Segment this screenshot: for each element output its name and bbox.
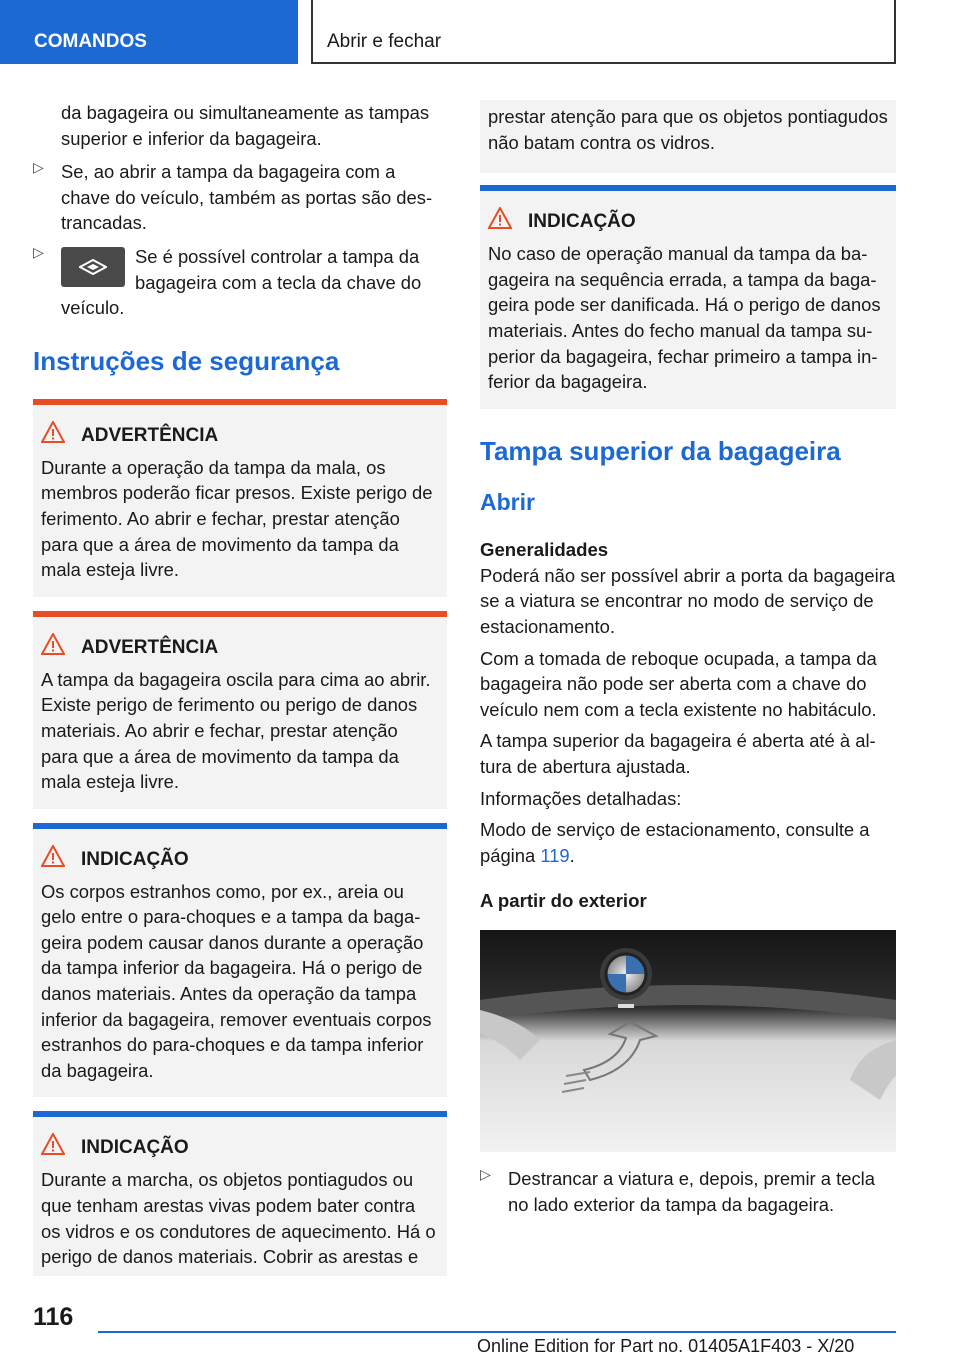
left-column — [33, 100, 447, 1276]
warning-triangle-icon — [488, 207, 514, 237]
note-title — [41, 845, 439, 875]
section-heading: Instruções de segurança — [33, 345, 340, 376]
paragraph — [480, 817, 896, 868]
warning-text: A tampa da bagageira oscila para cima ao abrir. Existe perigo de ferimento ou perigo de danos materiais. Ao abrir e fechar, prestar atenção para que a área de movimento da tampa da mala esteja livre. — [41, 668, 431, 793]
note-title — [41, 1133, 439, 1163]
list-item-text: Se é possível controlar a tampa da bagageira com a tecla da chave do veículo. — [61, 245, 422, 319]
triangle-bullet-icon: ▷ — [33, 159, 44, 176]
note-title-text: INDICAÇÃO — [81, 1137, 189, 1159]
list-item-text: Destrancar a viatura e, depois, premir a tecla no lado exterior da tampa da bagageira. — [508, 1168, 875, 1215]
warning-box — [33, 399, 447, 597]
warning-title — [41, 633, 439, 663]
page-number: 116 — [33, 1303, 74, 1331]
paragraph: Com a tomada de reboque ocupada, a tampa da bagageira não pode ser aberta com a chave do veículo nem com a tecla existente no habitáculo. — [480, 647, 877, 720]
warning-box — [33, 611, 447, 809]
note-box — [33, 823, 447, 1098]
note-title — [488, 207, 888, 237]
note-text: No caso de operação manual da tampa da bagageira na sequência errada, a tampa da bagageira pode ser danificada. Há o perigo de danos materiais. Antes do fecho manual da tampa superior da bagageira, fechar primeiro a tampa inferior da bagageira. — [488, 243, 881, 393]
paragraph: A tampa superior da bagageira é aberta até à altura de abertura ajustada. — [480, 730, 876, 777]
note-box — [33, 1111, 447, 1275]
note-text: prestar atenção para que os objetos pontiagudos não batam contra os vidros. — [488, 106, 888, 153]
note-text: Durante a marcha, os objetos pontiagudos ou que tenham arestas vivas podem bater contra os vidros e os condutores de aquecimento. Há o perigo de danos materiais. Cobrir as arestas e — [41, 1169, 436, 1268]
continued-text: da bagageira ou simultaneamente as tampas superior e inferior da bagageira. — [61, 102, 430, 149]
section-tab: COMANDOS — [0, 0, 298, 64]
paragraph-heading: A partir do exterior — [480, 890, 647, 912]
key-tailgate-button-icon — [61, 247, 125, 287]
note-box — [480, 185, 896, 409]
warning-title-text: ADVERTÊNCIA — [81, 636, 219, 658]
list-item — [33, 244, 447, 321]
warning-triangle-icon — [41, 421, 67, 451]
list-item — [480, 1166, 896, 1217]
section-heading: Tampa superior da bagageira — [480, 435, 841, 466]
warning-triangle-icon — [41, 633, 67, 663]
triangle-bullet-icon: ▷ — [480, 1166, 491, 1183]
footer-divider — [98, 1331, 896, 1333]
page-reference-link[interactable]: 119 — [540, 844, 570, 866]
warning-title — [41, 421, 439, 451]
paragraph-text: . — [569, 844, 575, 866]
warning-title-text: ADVERTÊNCIA — [81, 424, 219, 446]
list-item-text: Se, ao abrir a tampa da bagageira com a chave do veículo, também as portas são destrancadas. — [61, 161, 433, 234]
paragraph-text: Modo de serviço de estacionamento, consulte a página — [480, 819, 870, 866]
right-column — [480, 100, 896, 1217]
paragraph: Poderá não ser possível abrir a porta da bagageira se a viatura se encontrar no modo de serviço de estacionamento. — [480, 564, 896, 637]
note-box-continued — [480, 100, 896, 173]
footer-edition: Online Edition for Part no. 01405A1F403 - X/20 — [477, 1336, 855, 1356]
triangle-bullet-icon: ▷ — [33, 243, 44, 260]
warning-triangle-icon — [41, 845, 67, 875]
tailgate-button-photo — [480, 930, 896, 1152]
warning-text: Durante a operação da tampa da mala, os membros poderão ficar presos. Existe perigo de ferimento. Ao abrir e fechar, prestar atenção para que a área de movimento da tampa da mala esteja livre. — [41, 456, 433, 581]
note-title-text: INDICAÇÃO — [528, 211, 636, 233]
warning-triangle-icon — [41, 1133, 67, 1163]
note-title-text: INDICAÇÃO — [81, 848, 189, 870]
paragraph-heading: Generalidades — [480, 538, 609, 560]
note-text: Os corpos estranhos como, por ex., areia ou gelo entre o para-choques e a tampa da bagageira podem causar danos durante a operação da tampa inferior da bagageira. Há o perigo de danos materiais. Antes da operação da tampa inferior da bagageira, remover eventuais corpos estranhos do para-choques e da tampa inferior da bagageira. — [41, 880, 432, 1081]
subsection-heading: Abrir — [480, 488, 535, 515]
page-header-title: Abrir e fechar — [311, 0, 896, 64]
paragraph: Informações detalhadas: — [480, 787, 682, 809]
list-item — [33, 159, 447, 236]
